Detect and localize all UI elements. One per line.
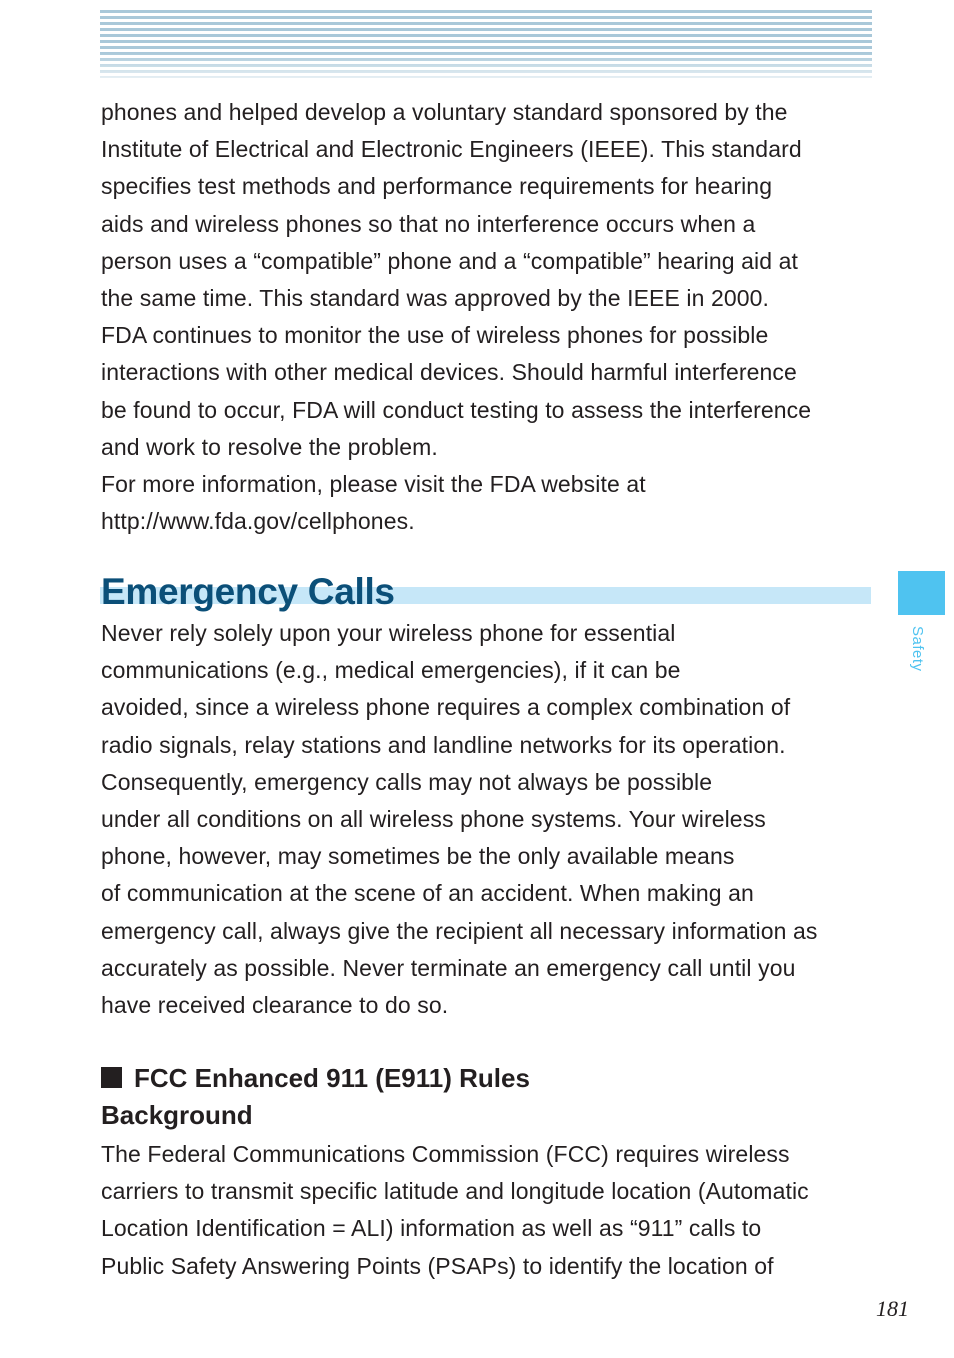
text-line: specifies test methods and performance requirements for hearing [101, 173, 773, 200]
text-line: Public Safety Answering Points (PSAPs) to identify the location of [101, 1252, 774, 1279]
square-bullet-icon [101, 1067, 122, 1088]
fda-website-link[interactable]: http://www.fda.gov/cellphones. [101, 508, 415, 535]
page-number: 181 [876, 1296, 909, 1321]
subsection-title-text: FCC Enhanced 911 (E911) Rules [134, 1063, 530, 1093]
text-line: Location Identification = ALI) information as well as “911” calls to [101, 1215, 762, 1242]
text-line: The Federal Communications Commission (FCC) requires wireless [101, 1141, 790, 1167]
text-line: Institute of Electrical and Electronic Engineers (IEEE). This standard [101, 136, 802, 163]
text-line: avoided, since a wireless phone requires a complex combination of [101, 694, 791, 721]
text-line: FDA continues to monitor the use of wireless phones for possible [101, 322, 769, 349]
e911-paragraph [101, 1136, 881, 1285]
text-line: phone, however, may sometimes be the only available means [101, 843, 735, 870]
text-line: person uses a “compatible” phone and a “compatible” hearing aid at [101, 247, 799, 274]
text-line: interactions with other medical devices. Should harmful interference [101, 359, 797, 386]
text-line: and work to resolve the problem. [101, 433, 438, 460]
text-line: of communication at the scene of an accident. When making an [101, 880, 754, 907]
text-line: have received clearance to do so. [101, 992, 449, 1019]
subsection-heading-e911 [101, 1060, 530, 1134]
header-stripe-banner [100, 10, 872, 78]
text-line: emergency call, always give the recipient all necessary information as [101, 917, 818, 944]
text-line: Never rely solely upon your wireless phone for essential [101, 620, 676, 646]
text-line: carriers to transmit specific latitude and longitude location (Automatic [101, 1178, 809, 1205]
subsection-title-line [101, 1060, 530, 1097]
text-line: For more information, please visit the FDA website at [101, 471, 646, 498]
section-side-tab [898, 571, 945, 615]
text-line: be found to occur, FDA will conduct testing to assess the interference [101, 396, 812, 423]
text-line: under all conditions on all wireless phone systems. Your wireless [101, 806, 766, 833]
text-line: phones and helped develop a voluntary standard sponsored by the [101, 99, 788, 125]
text-line: the same time. This standard was approved by the IEEE in 2000. [101, 285, 770, 312]
text-line: Consequently, emergency calls may not always be possible [101, 768, 713, 795]
text-line: radio signals, relay stations and landline networks for its operation. [101, 731, 786, 758]
intro-paragraph [101, 94, 881, 540]
section-heading-emergency-calls: Emergency Calls [101, 571, 395, 612]
text-line: communications (e.g., medical emergencies), if it can be [101, 657, 681, 684]
side-tab-label: Safety [909, 626, 926, 672]
subsection-title-line: Background [101, 1100, 253, 1130]
text-line: accurately as possible. Never terminate an emergency call until you [101, 954, 796, 981]
text-line: aids and wireless phones so that no interference occurs when a [101, 210, 756, 237]
emergency-calls-paragraph [101, 615, 881, 1024]
